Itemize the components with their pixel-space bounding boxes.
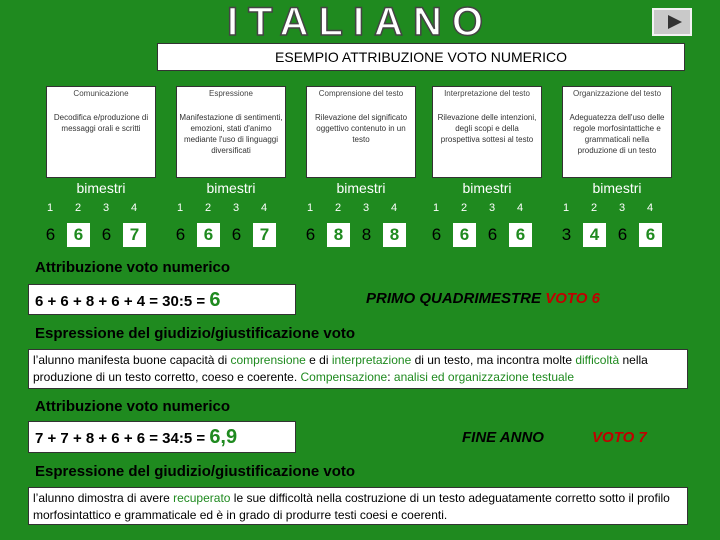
period-number: 4 [130,202,138,214]
grade-cell: 4 [583,223,606,247]
formula-text-2: 7 + 7 + 8 + 6 + 6 = 34:5 = [35,430,206,447]
grade-cell: 7 [123,223,146,247]
criterion-description: Manifestazione di sentimenti, emozioni, stati d'animo mediante l'uso di linguaggi diversificati [179,113,283,155]
status-label-1: PRIMO QUADRIMESTRE [366,290,542,307]
grade-cell: 6 [305,225,316,244]
status-primo-quadrimestre [366,290,600,307]
criterion-name: Comprensione del testo [318,89,404,98]
formula-result-1: 6 [209,289,221,311]
section-voto-numerico-2: Attribuzione voto numerico [35,398,230,415]
period-number: 2 [460,202,468,214]
grade-cell: 6 [197,223,220,247]
grade-cell: 6 [45,225,56,244]
grade-cell: 6 [231,225,242,244]
grade-cell: 8 [383,223,406,247]
period-number: 4 [260,202,268,214]
bimestri-label: bimestri [336,180,386,196]
grade-cell: 6 [639,223,662,247]
note-2-part: l’alunno dimostra di avere [33,491,174,505]
page-title: ESEMPIO ATTRIBUZIONE VOTO NUMERICO [157,43,685,71]
criterion-name: Interpretazione del testo [444,89,530,98]
period-number: 3 [488,202,496,214]
period-number: 2 [74,202,82,214]
status-vote-1: VOTO 6 [545,290,600,307]
formula-box-2 [28,421,296,453]
period-number: 3 [102,202,110,214]
section-giudizio-1: Espressione del giudizio/giustificazione voto [35,325,356,342]
note-2-part: le sue difficoltà nella costruzione di un testo adeguatamente corretto sotto il profilo morfosintattico e grammaticale ed è in grado di produrre testi coesi e coerenti. [33,491,670,522]
status-fine-anno-vote [592,429,647,446]
period-number: 1 [46,202,54,214]
criterion-description: Rilevazione delle intenzioni, degli scopi e della prospettiva sottesi al testo [437,113,537,144]
period-number: 2 [590,202,598,214]
grade-cell: 6 [175,225,186,244]
grade-cell: 7 [253,223,276,247]
note-1-part: : [387,370,394,384]
criterion-description: Decodifica e/produzione di messaggi orali e scritti [53,113,149,133]
grade-cell: 6 [101,225,112,244]
criterion-name: Comunicazione [73,89,129,98]
note-1-highlight: analisi ed organizzazione testuale [393,370,575,384]
period-number: 4 [390,202,398,214]
note-1-part: e di [305,353,332,367]
play-button[interactable] [652,8,692,36]
note-1-part: di un testo, ma incontra molte [411,353,576,367]
bimestri-label: bimestri [592,180,642,196]
status-fine-anno-label: FINE ANNO [462,429,544,446]
grade-cell: 6 [617,225,628,244]
period-number: 1 [562,202,570,214]
section-voto-numerico-1: Attribuzione voto numerico [35,259,230,276]
grade-cell: 6 [67,223,90,247]
period-number: 2 [334,202,342,214]
note-1-highlight: comprensione [230,353,306,367]
note-1-part: nella produzione di un testo corretto, coeso e coerente. [33,353,648,384]
criterion-description: Adeguatezza dell'uso delle regole morfosintattiche e grammaticali nella produzione di un testo [569,113,665,155]
bimestri-label: bimestri [76,180,126,196]
period-number: 3 [232,202,240,214]
note-1-highlight: interpretazione [331,353,412,367]
section-giudizio-2: Espressione del giudizio/giustificazione voto [35,463,356,480]
judgment-note-2 [28,487,688,525]
period-number: 1 [432,202,440,214]
period-number: 1 [176,202,184,214]
svg-text:ITALIANO: ITALIANO [227,5,493,37]
criterion-name: Organizzazione del testo [572,89,662,98]
grade-cell: 6 [509,223,532,247]
grade-cell: 6 [431,225,442,244]
formula-text-1: 6 + 6 + 8 + 6 + 4 = 30:5 = [35,293,206,310]
note-1-part: l’alunno manifesta buone capacità di [33,353,231,367]
period-number: 3 [618,202,626,214]
criterion-name: Espressione [208,89,254,98]
period-number: 4 [516,202,524,214]
grade-cell: 8 [327,223,350,247]
period-number: 4 [646,202,654,214]
period-number: 3 [362,202,370,214]
italiano-logo [130,5,590,37]
criterion-description: Rilevazione del significato oggettivo contenuto in un testo [314,113,408,144]
formula-result-2: 6,9 [209,426,238,448]
bimestri-label: bimestri [206,180,256,196]
note-1-highlight: difficoltà [575,353,620,367]
grade-cell: 3 [561,225,572,244]
bimestri-label: bimestri [462,180,512,196]
formula-box-1 [28,284,296,315]
period-number: 2 [204,202,212,214]
judgment-note-1 [28,349,688,389]
note-1-highlight: Compensazione [300,370,388,384]
grade-cell: 6 [453,223,476,247]
note-2-highlight: recuperato [173,491,231,505]
grade-cell: 6 [487,225,498,244]
period-number: 1 [306,202,314,214]
grade-cell: 8 [361,225,372,244]
status-vote-2: VOTO 7 [592,429,647,446]
